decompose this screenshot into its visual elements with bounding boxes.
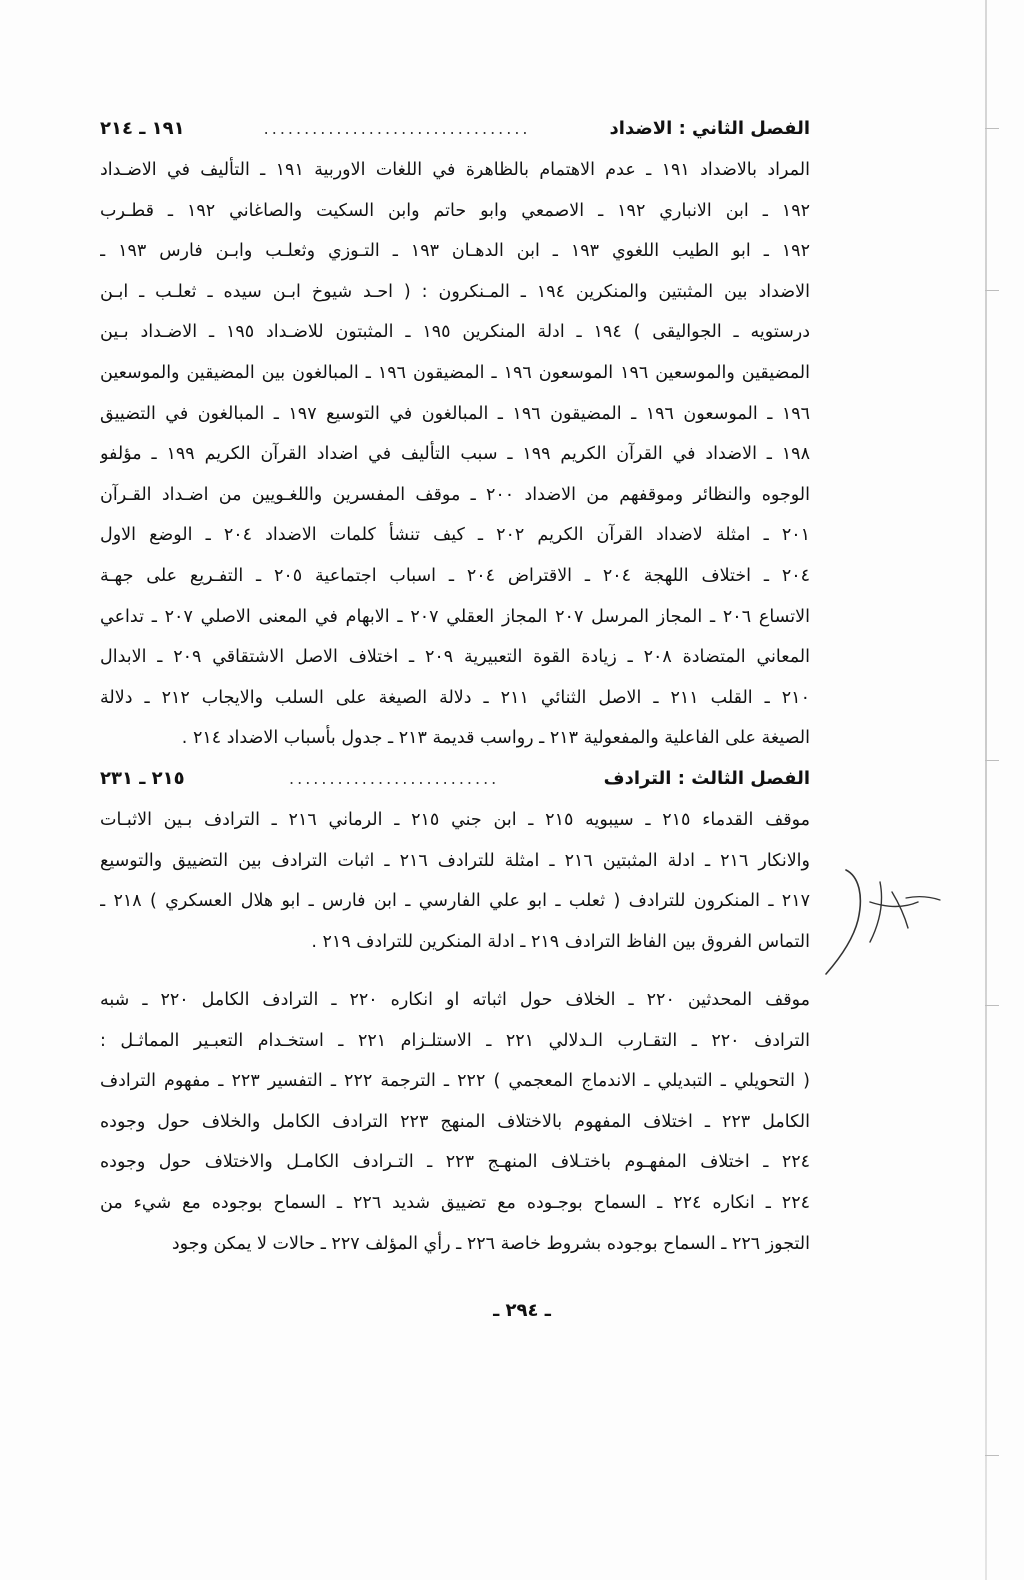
modern-scholars-paragraph: [100, 980, 810, 1264]
text-line: ٢٠١ ـ امثلة لاضداد القرآن الكريم ٢٠٢ ـ كيف تنشأ كلمات الاضداد ٢٠٤ ـ الوضع الاول: [100, 525, 810, 546]
text-line: درستويه ـ الجواليقى ) ١٩٤ ـ ادلة المنكرين ١٩٥ ـ المثبتون للاضـداد ١٩٥ ـ الاضـداد بـين: [100, 322, 810, 343]
chapter-three-title: الفصل الثالث : الترادف: [603, 768, 810, 789]
text-line: موقف المحدثين ٢٢٠ ـ الخلاف حول اثباته او انكاره ٢٢٠ ـ الترادف الكامل ٢٢٠ ـ شبه: [100, 990, 810, 1010]
text-line: الوجوه والنظائر وموقفهم من الاضداد ٢٠٠ ـ موقف المفسرين واللغـويين من اضـداد القـرآن: [100, 484, 810, 505]
text-line: الصيغة على الفاعلية والمفعولية ٢١٣ ـ رواسب قديمة ٢١٣ ـ جدول بأسباب الاضداد ٢١٤ .: [181, 728, 810, 749]
text-line: المراد بالاضداد ١٩١ ـ عدم الاهتمام بالظاهرة في اللغات الاوربية ١٩١ ـ التأليف في الاضـداد: [100, 160, 810, 180]
page-edge-line: [985, 0, 987, 1580]
chapter-two-section: [100, 108, 810, 759]
chapter-three-section: [100, 758, 810, 962]
text-line: ١٩٦ ـ الموسعون ١٩٦ ـ المضيقون ١٩٦ ـ المبالغون في التوسيع ١٩٧ ـ المبالغون في التضييق: [100, 403, 810, 424]
text-line: الترادف ٢٢٠ ـ التقـارب الـدلالي ٢٢١ ـ الاستلـزام ٢٢١ ـ استخـدام التعبـير المماثـل :: [100, 1030, 810, 1051]
text-line: موقف القدماء ٢١٥ ـ سيبويه ٢١٥ ـ ابن جني ٢١٥ ـ الرماني ٢١٦ ـ الترادف بـين الاثبـات: [100, 810, 810, 830]
modern-scholars-body: [100, 980, 810, 1264]
page-number: ـ ٢٩٤ ـ: [493, 1300, 551, 1321]
chapter-two-body: [100, 150, 810, 759]
leader-dots: .................................: [263, 119, 531, 138]
text-line: والانكار ٢١٦ ـ ادلة المثبتين ٢١٦ ـ امثلة للترادف ٢١٦ ـ اثبات الترادف بين التضييق والتوسيع: [100, 850, 810, 871]
chapter-two-heading: [100, 108, 810, 150]
text-line: ٢٠٤ ـ اختلاف اللهجة ٢٠٤ ـ الاقتراض ٢٠٤ ـ اسباب اجتماعية ٢٠٥ ـ التفـريع على جهـة: [100, 565, 810, 586]
text-line: ( التحويلي ـ التبديلي ـ الاندماج المعجمي ) ٢٢٢ ـ الترجمة ٢٢٢ ـ التفسير ٢٢٣ ـ مفهوم الترادف: [100, 1071, 810, 1092]
chapter-two-page-range: ١٩١ ـ ٢١٤: [100, 118, 185, 139]
text-line: ١٩٢ ـ ابن الانباري ١٩٢ ـ الاصمعي وابو حاتم وابن السكيت والصاغاني ١٩٢ ـ قطـرب: [100, 200, 810, 221]
text-line: التجوز ٢٢٦ ـ السماح بوجوده بشروط خاصة ٢٢٦ ـ رأي المؤلف ٢٢٧ ـ حالات لا يمكن وجود: [171, 1233, 810, 1254]
edge-tick: [985, 128, 999, 129]
chapter-three-heading: [100, 758, 810, 800]
text-line: الاتساع ٢٠٦ ـ المجاز المرسل ٢٠٧ المجاز العقلي ٢٠٧ ـ الابهام في المعنى الاصلي ٢٠٧ ـ تداعي: [100, 606, 810, 627]
text-line: ٢٢٤ ـ انكاره ٢٢٤ ـ السماح بوجـوده مع تضييق شديد ٢٢٦ ـ السماح بوجوده مع شيء من: [100, 1192, 810, 1213]
text-line: ٢١٠ ـ القلب ٢١١ ـ الاصل الثنائي ٢١١ ـ دلالة الصيغة على السلب والايجاب ٢١٢ ـ دلالة: [100, 687, 810, 708]
handwritten-margin-mark: [818, 862, 943, 987]
edge-tick: [985, 760, 999, 761]
chapter-three-page-range: ٢١٥ ـ ٢٣١: [100, 768, 185, 789]
text-line: ١٩٢ ـ ابو الطيب اللغوي ١٩٣ ـ ابن الدهـان ١٩٣ ـ التـوزي وثعلـب وابـن فارس ١٩٣ ـ: [100, 241, 810, 262]
edge-tick: [985, 290, 999, 291]
text-line: الاضداد بين المثبتين والمنكرين ١٩٤ ـ المـنكرون : ( احـد شيوخ ابـن سيده ـ ثعلـب ـ ابـن: [100, 281, 810, 302]
text-line: المضيقين والموسعين ١٩٦ الموسعون ١٩٦ ـ المضيقون ١٩٦ ـ المبالغون بين المضيقين والموسعين: [100, 362, 810, 383]
text-line: ٢٢٤ ـ اختلاف المفهـوم باختـلاف المنهـج ٢٢٣ ـ التـرادف الكامـل والاختلاف حول وجوده: [100, 1152, 810, 1173]
text-line: الكامل ٢٢٣ ـ اختلاف المفهوم بالاختلاف المنهج ٢٢٣ الترادف الكامل والخلاف حول وجوده: [100, 1111, 810, 1132]
chapter-two-title: الفصل الثاني : الاضداد: [609, 118, 810, 139]
chapter-three-body: [100, 800, 810, 962]
text-line: المعاني المتضادة ٢٠٨ ـ زيادة القوة التعبيرية ٢٠٩ ـ اختلاف الاصل الاشتقاقي ٢٠٩ ـ الابدال: [100, 647, 810, 668]
edge-tick: [985, 1455, 999, 1456]
text-line: ٢١٧ ـ المنكرون للترادف ( ثعلب ـ ابو علي الفارسي ـ ابن فارس ـ ابو هلال العسكري ) ٢١٨ ـ: [100, 891, 810, 912]
text-line: التماس الفروق بين الفاظ الترادف ٢١٩ ـ ادلة المنكرين للترادف ٢١٩ .: [311, 931, 810, 952]
edge-tick: [985, 1005, 999, 1006]
text-line: ١٩٨ ـ الاضداد في القرآن الكريم ١٩٩ ـ سبب التأليف في اضداد القرآن الكريم ١٩٩ ـ مؤلفو: [100, 444, 810, 465]
leader-dots: ..........................: [289, 769, 500, 788]
